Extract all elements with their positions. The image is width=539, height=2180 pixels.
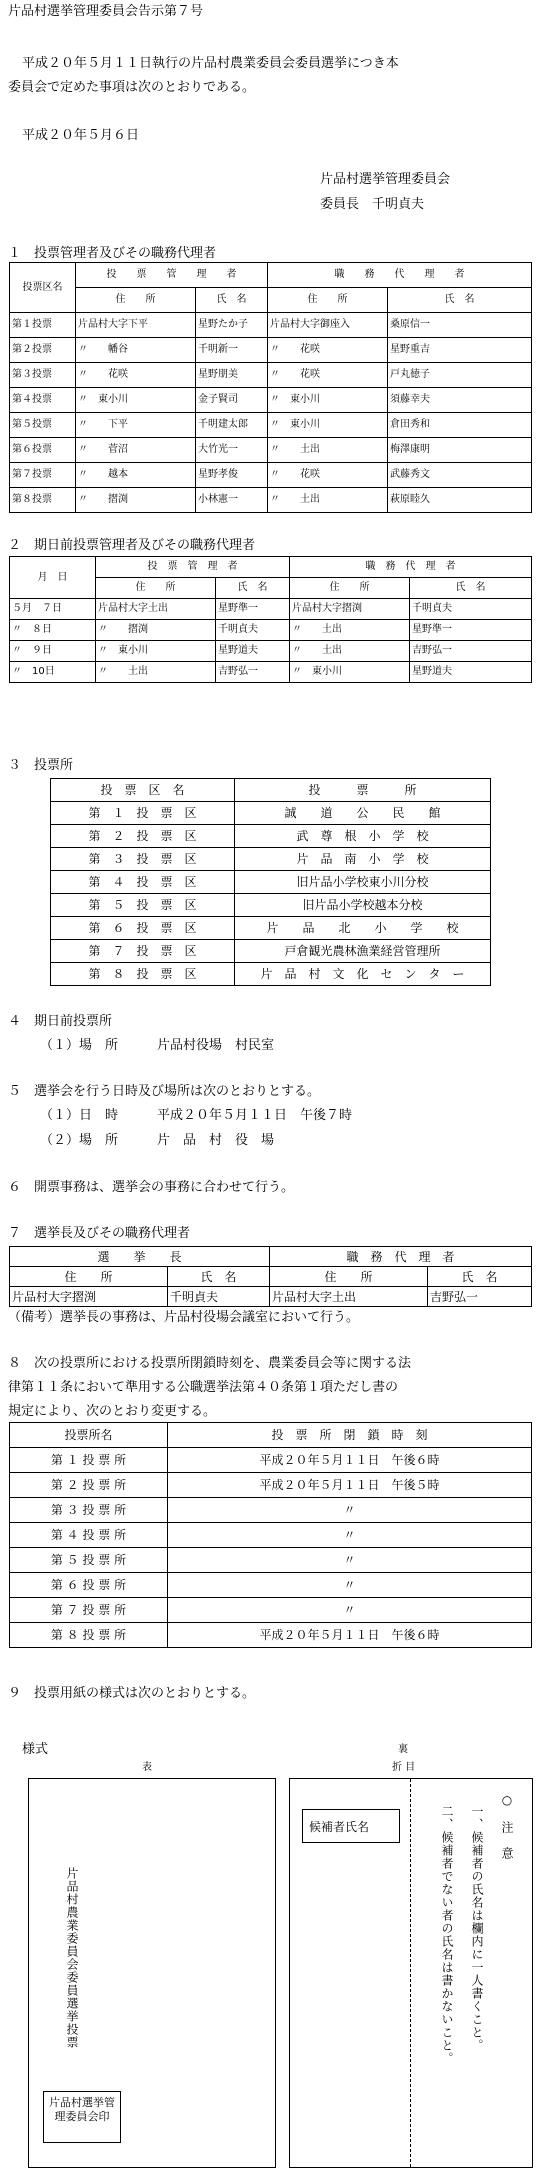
cell: 旧片品小学校東小川分校 <box>235 871 491 894</box>
header-name: 氏 名 <box>168 1267 270 1287</box>
cell: 第１投票 <box>10 313 76 338</box>
cell: 〃 花咲 <box>268 463 388 488</box>
cell: 片 品 村 文 化 セ ン タ ー <box>235 963 491 986</box>
notes-title: ○ 注 意 <box>500 1793 514 1860</box>
cell: 第 ８ 投 票 所 <box>10 1623 168 1648</box>
cell: 倉田秀和 <box>388 413 532 438</box>
table-row <box>10 1523 532 1548</box>
table-row <box>10 438 532 463</box>
cell: 須藤幸夫 <box>388 388 532 413</box>
cell: 第６投票 <box>10 438 76 463</box>
ballot-back <box>289 1778 533 2168</box>
cell: 星野孝俊 <box>196 463 268 488</box>
cell: 千明新一 <box>196 338 268 363</box>
cell: 千明貞夫 <box>410 599 532 620</box>
candidate-name-box <box>302 1809 400 1843</box>
cell: 〃 土出 <box>268 488 388 513</box>
header-name: 氏 名 <box>216 578 290 599</box>
table-row <box>10 388 532 413</box>
cell: 小林憲一 <box>196 488 268 513</box>
header-address: 住 所 <box>76 288 196 313</box>
cell: 星野道夫 <box>410 662 532 683</box>
note-1: 一、候補者の氏名は欄内に一人書くこと。 <box>470 1805 484 2052</box>
issuer-org: 片品村選挙管理委員会 <box>320 172 451 187</box>
header-date: 月 日 <box>10 557 96 599</box>
header-address: 住 所 <box>10 1267 168 1287</box>
table-row <box>10 313 532 338</box>
cell: 〃 <box>168 1523 532 1548</box>
header-deputy: 職 務 代 理 者 <box>268 263 532 288</box>
table-row <box>51 963 491 986</box>
cell: 第８投票 <box>10 488 76 513</box>
table-row <box>51 825 491 848</box>
cell: 第 ３ 投 票 区 <box>51 848 235 871</box>
cell: 吉野弘一 <box>216 662 290 683</box>
back-label: 裏 <box>398 1744 408 1755</box>
table-row <box>51 802 491 825</box>
cell: 第 ６ 投 票 所 <box>10 1573 168 1598</box>
cell: 星野準一 <box>410 620 532 641</box>
section-4-heading: ４ 期日前投票所 <box>8 1014 113 1029</box>
header-district: 投 票 区 名 <box>51 779 235 802</box>
cell: 〃 ９日 <box>10 641 96 662</box>
cell: 第 ８ 投 票 区 <box>51 963 235 986</box>
header-address: 住 所 <box>96 578 216 599</box>
cell: 〃 菅沼 <box>76 438 196 463</box>
cell: 〃 花咲 <box>76 363 196 388</box>
style-label: 様式 <box>22 1742 49 1757</box>
header-manager: 投 票 管 理 者 <box>96 557 290 578</box>
ballot-front-title: 片品村農業委員会委員選挙投票 <box>65 1867 79 2049</box>
cell: 千明貞夫 <box>216 620 290 641</box>
table-row <box>10 1473 532 1498</box>
cell: 片品村大字御座入 <box>268 313 388 338</box>
cell: 第 ５ 投 票 所 <box>10 1548 168 1573</box>
cell: 第 ３ 投 票 所 <box>10 1498 168 1523</box>
front-label: 表 <box>142 1762 152 1773</box>
table-row <box>10 488 532 513</box>
cell: 第４投票 <box>10 388 76 413</box>
table-row <box>51 894 491 917</box>
fold-line <box>410 1779 411 2167</box>
cell: 〃 土出 <box>96 662 216 683</box>
cell: 旧片品小学校越本分校 <box>235 894 491 917</box>
note-2: 二、候補者でない者の氏名は書かないこと。 <box>440 1805 454 2065</box>
cell: 〃 東小川 <box>268 413 388 438</box>
cell: ５月 ７日 <box>10 599 96 620</box>
table-row <box>10 413 532 438</box>
cell: 第 ６ 投 票 区 <box>51 917 235 940</box>
closing-time-table <box>9 1422 532 1648</box>
cell: 第 ４ 投 票 所 <box>10 1523 168 1548</box>
cell: 第５投票 <box>10 413 76 438</box>
cell: 戸倉観光農林漁業経営管理所 <box>235 940 491 963</box>
early-voting-table <box>9 556 532 683</box>
cell: 片品村大字摺渕 <box>290 599 410 620</box>
cell: 〃 東小川 <box>76 388 196 413</box>
cell: 第 １ 投 票 所 <box>10 1448 168 1473</box>
cell: 第 ４ 投 票 区 <box>51 871 235 894</box>
cell: 吉野弘一 <box>428 1287 532 1307</box>
cell: 〃 東小川 <box>96 641 216 662</box>
cell: 誠 道 公 民 館 <box>235 802 491 825</box>
header-name: 氏 名 <box>388 288 532 313</box>
cell: 梅澤康明 <box>388 438 532 463</box>
header-deputy: 職 務 代 理 者 <box>290 557 532 578</box>
cell: 〃 摺渕 <box>76 488 196 513</box>
seal-box <box>43 2091 121 2143</box>
section-8-line-2: 律第１１条において準用する公職選挙法第４０条第１項ただし書の <box>8 1380 399 1395</box>
cell: 吉野弘一 <box>410 641 532 662</box>
table-row <box>10 1448 532 1473</box>
cell: 第 ２ 投 票 区 <box>51 825 235 848</box>
header-district: 投票区名 <box>10 263 76 313</box>
cell: 〃 東小川 <box>290 662 410 683</box>
section-1-heading: １ 投票管理者及びその職務代理者 <box>8 246 217 261</box>
cell: 平成２０年５月１１日 午後５時 <box>168 1473 532 1498</box>
section-7-heading: ７ 選挙長及びその職務代理者 <box>8 1226 191 1241</box>
cell: 星野重吉 <box>388 338 532 363</box>
section-6-heading: ６ 開票事務は、選挙会の事務に合わせて行う。 <box>8 1180 295 1195</box>
cell: 星野たか子 <box>196 313 268 338</box>
table-row <box>10 599 532 620</box>
cell: 平成２０年５月１１日 午後６時 <box>168 1448 532 1473</box>
cell: 〃 摺渕 <box>96 620 216 641</box>
table-row <box>10 620 532 641</box>
header-address: 住 所 <box>290 578 410 599</box>
table-row <box>10 1598 532 1623</box>
cell: 〃 幡谷 <box>76 338 196 363</box>
cell: 片品村大字摺渕 <box>10 1287 168 1307</box>
ballot-front <box>28 1778 276 2168</box>
cell: 〃 土出 <box>290 620 410 641</box>
election-chief-table <box>9 1246 532 1307</box>
cell: 〃 花咲 <box>268 338 388 363</box>
cell: 武 尊 根 小 学 校 <box>235 825 491 848</box>
cell: 〃 土出 <box>268 438 388 463</box>
cell: 桑原信一 <box>388 313 532 338</box>
section-5-heading: ５ 選挙会を行う日時及び場所は次のとおりとする。 <box>8 1084 321 1099</box>
cell: 第 ５ 投 票 区 <box>51 894 235 917</box>
header-address: 住 所 <box>270 1267 428 1287</box>
cell: 〃 花咲 <box>268 363 388 388</box>
section-8-line-3: 規定により、次のとおり変更する。 <box>8 1404 217 1419</box>
section-9-heading: ９ 投票用紙の様式は次のとおりとする。 <box>8 1686 256 1701</box>
meeting-place: （２）場 所 片 品 村 役 場 <box>40 1133 275 1148</box>
polling-places-table <box>50 778 491 986</box>
header-address: 住 所 <box>268 288 388 313</box>
header-name: 氏 名 <box>410 578 532 599</box>
table-row <box>10 641 532 662</box>
cell: 〃 <box>168 1548 532 1573</box>
section-3-heading: ３ 投票所 <box>8 758 74 773</box>
table-row <box>10 363 532 388</box>
cell: 千明建太郎 <box>196 413 268 438</box>
cell: 武藤秀文 <box>388 463 532 488</box>
cell: 千明貞夫 <box>168 1287 270 1307</box>
cell: 〃 <box>168 1598 532 1623</box>
cell: 片品村大字下平 <box>76 313 196 338</box>
cell: 第 ２ 投 票 所 <box>10 1473 168 1498</box>
meeting-datetime: （１）日 時 平成２０年５月１１日 午後７時 <box>40 1108 353 1123</box>
table-row <box>51 940 491 963</box>
table-row <box>51 871 491 894</box>
notice-title: 片品村選挙管理委員会告示第７号 <box>8 4 204 19</box>
cell: 〃 土出 <box>290 641 410 662</box>
header-time: 投 票 所 閉 鎖 時 刻 <box>168 1423 532 1448</box>
table-row <box>10 662 532 683</box>
cell: 〃 東小川 <box>268 388 388 413</box>
header-name: 氏 名 <box>428 1267 532 1287</box>
cell: 星野朋美 <box>196 363 268 388</box>
table-row <box>10 338 532 363</box>
cell: 星野準一 <box>216 599 290 620</box>
cell: 第 ７ 投 票 区 <box>51 940 235 963</box>
fold-label: 折 目 <box>392 1762 416 1773</box>
table-row <box>10 463 532 488</box>
header-place: 投 票 所 <box>235 779 491 802</box>
cell: 第 １ 投 票 区 <box>51 802 235 825</box>
cell: 〃 ８日 <box>10 620 96 641</box>
table-row <box>10 1287 532 1307</box>
cell: 萩原睦久 <box>388 488 532 513</box>
intro-line-2: 委員会で定めた事項は次のとおりである。 <box>8 80 256 95</box>
managers-table <box>9 262 532 513</box>
section-7-note: （備考）選挙長の事務は、片品村役場会議室において行う。 <box>8 1310 360 1325</box>
table-row <box>51 848 491 871</box>
cell: 〃 <box>168 1498 532 1523</box>
cell: 金子賢司 <box>196 388 268 413</box>
header-manager: 投 票 管 理 者 <box>76 263 268 288</box>
header-chief: 選 挙 長 <box>10 1247 270 1267</box>
table-row <box>10 1573 532 1598</box>
table-row <box>10 1548 532 1573</box>
issuer-name: 委員長 千明貞夫 <box>320 197 425 212</box>
notice-date: 平成２０年５月６日 <box>22 128 140 143</box>
table-row <box>10 1623 532 1648</box>
header-name: 氏 名 <box>196 288 268 313</box>
header-deputy: 職 務 代 理 者 <box>270 1247 532 1267</box>
cell: 片品村大字土出 <box>96 599 216 620</box>
cell: 〃 <box>168 1573 532 1598</box>
cell: 第３投票 <box>10 363 76 388</box>
early-voting-place: （１）場 所 片品村役場 村民室 <box>40 1038 275 1053</box>
candidate-name-label: 候補者氏名 <box>309 1820 370 1834</box>
cell: 第７投票 <box>10 463 76 488</box>
cell: 〃 下平 <box>76 413 196 438</box>
cell: 戸丸徳子 <box>388 363 532 388</box>
cell: 第 ７ 投 票 所 <box>10 1598 168 1623</box>
table-row <box>51 917 491 940</box>
intro-line-1: 平成２０年５月１１日執行の片品村農業委員会委員選挙につき本 <box>22 56 399 71</box>
section-8-line-1: ８ 次の投票所における投票所閉鎖時刻を、農業委員会等に関する法 <box>8 1356 412 1371</box>
table-row <box>10 1498 532 1523</box>
cell: 〃 越本 <box>76 463 196 488</box>
seal-text: 片品村選挙管理委員会印 <box>49 2096 115 2123</box>
cell: 大竹光一 <box>196 438 268 463</box>
cell: 片 品 北 小 学 校 <box>235 917 491 940</box>
cell: 片 品 南 小 学 校 <box>235 848 491 871</box>
cell: 〃 10日 <box>10 662 96 683</box>
header-place: 投票所名 <box>10 1423 168 1448</box>
cell: 星野道夫 <box>216 641 290 662</box>
section-2-heading: ２ 期日前投票管理者及びその職務代理者 <box>8 538 256 553</box>
cell: 平成２０年５月１１日 午後６時 <box>168 1623 532 1648</box>
cell: 第２投票 <box>10 338 76 363</box>
cell: 片品村大字土出 <box>270 1287 428 1307</box>
